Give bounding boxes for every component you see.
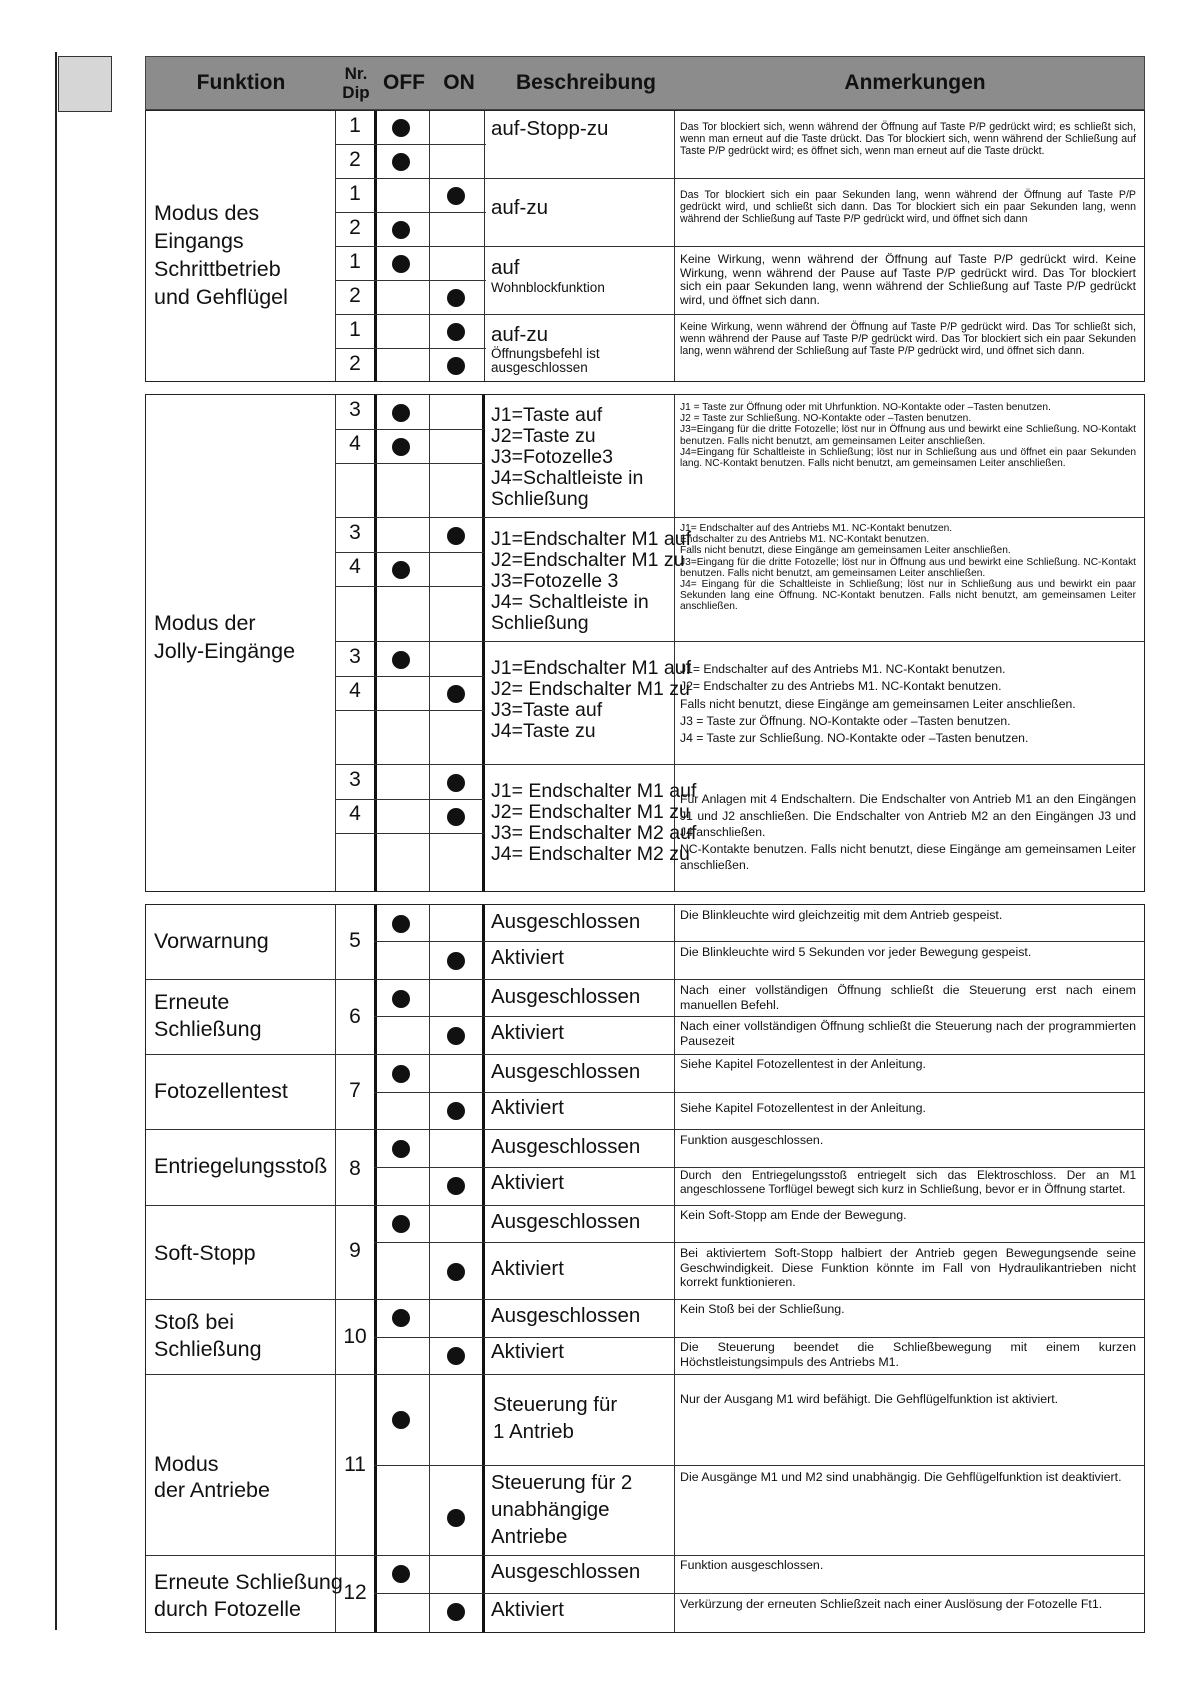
- dip-off-dot: [392, 1309, 410, 1327]
- dip-number: 1: [349, 182, 361, 205]
- section-eingang-schrittbetrieb: [145, 110, 1145, 382]
- dip-on-dot: [447, 1263, 465, 1281]
- note-on: Nach einer vollständigen Öffnung schließt die Steuerung nach der programmierten Pausezeit: [680, 1019, 1136, 1048]
- function-label: Modus der Jolly-Eingänge: [154, 611, 296, 663]
- function-label: Erneute Schließung: [154, 990, 262, 1041]
- dip-number: 4: [349, 802, 361, 825]
- dip-number: 2: [349, 352, 361, 375]
- dip-number: 1: [349, 114, 361, 137]
- dip-on-dot: [447, 1603, 465, 1621]
- description: auf-zu: [491, 323, 548, 346]
- description-sub: Wohnblockfunktion: [491, 280, 605, 295]
- dip-number: 2: [349, 148, 361, 171]
- dip-on-dot: [447, 1102, 465, 1120]
- left-margin-line: [55, 52, 57, 1630]
- dip-off-dot: [392, 651, 410, 669]
- description: J1= Endschalter M1 auf J2= Endschalter M1 zu J3= Endschalter M2 auf J4= Endschalter M2 zu: [491, 780, 697, 865]
- dip-off-dot: [392, 990, 410, 1008]
- dip-number: 4: [349, 432, 361, 455]
- function-label: Modus des Eingangs Schrittbetrieb und Gehflügel: [154, 201, 288, 309]
- note-off: Funktion ausgeschlossen.: [680, 1133, 824, 1147]
- description: auf-zu: [491, 196, 548, 219]
- function-label: Modus der Antriebe: [154, 1452, 270, 1502]
- table-header: [145, 56, 1145, 110]
- dip-on-dot: [447, 1027, 465, 1045]
- dip-off-dot: [392, 1565, 410, 1583]
- header-beschreibung: Beschreibung: [515, 71, 657, 94]
- note-on: Die Steuerung beendet die Schließbewegung mit einem kurzen Höchstleistungsimpuls des Antriebs M1.: [680, 1340, 1136, 1369]
- function-label: Erneute Schließung durch Fotozelle: [154, 1570, 343, 1621]
- dip-number: 12: [343, 1581, 367, 1604]
- description-sub: Öffnungsbefehl ist ausgeschlossen: [491, 346, 600, 375]
- dip-off-dot: [392, 438, 410, 456]
- dip-number: 3: [349, 645, 361, 668]
- description: auf: [491, 256, 520, 279]
- dip-number: 11: [344, 1453, 366, 1476]
- note: Keine Wirkung, wenn während der Öffnung auf Taste P/P gedrückt wird. Das Tor schließt sich, wenn während der Pause auf Taste P/P gedrückt wird. Das Tor blockiert sich ein paar Sekunden lang, wenn während der Schließung auf Taste P/P gedrückt wird, und öffnet sich dann.: [680, 321, 1136, 358]
- section-weitere-funktionen: [145, 904, 1145, 1633]
- description: J1=Endschalter M1 auf J2=Endschalter M1 zu J3=Fotozelle 3 J4= Schaltleiste in Schließung: [491, 528, 691, 634]
- dip-off-dot: [392, 1140, 410, 1158]
- description-off: Ausgeschlossen: [491, 1560, 641, 1583]
- dip-off-dot: [392, 153, 410, 171]
- dip-off-dot: [392, 404, 410, 422]
- description-on: Aktiviert: [491, 1096, 564, 1119]
- dip-number: 10: [343, 1325, 367, 1348]
- dip-on-dot: [447, 527, 465, 545]
- function-label: Soft-Stopp: [154, 1241, 256, 1265]
- description-on: Aktiviert: [491, 1598, 564, 1621]
- dip-off-dot: [392, 255, 410, 273]
- note: J1 = Taste zur Öffnung oder mit Uhrfunktion. NO-Kontakte oder –Tasten benutzen. J2 = Taste zur Schließung. NO-Kontakte oder –Tasten benutzen. J3=Eingang für die dritte Fotozelle; löst nur in Öffnung aus und bewirkt eine Schließung. NO-Kontakt benutzen. Falls nicht benutzt, am gemeinsamen Leiter anschließen. J4=Eingang für Schaltleiste in Schließung; löst nur in Schließung aus und öffnet ein paar Sekunden lang. NC-Kontakt benutzen. Falls nicht benutzt, am gemeinsamen Leiter anschließen.: [680, 402, 1136, 470]
- note: Für Anlagen mit 4 Endschaltern. Die Endschalter von Antrieb M1 an den Eingängen J1 und J2 anschließen. Die Endschalter von Antrieb M2 an den Eingängen J3 und J4 anschließen. NC-Kontakte benutzen. Falls nicht benutzt, diese Eingänge am gemeinsamen Leiter anschließen.: [680, 792, 1136, 872]
- dip-off-dot: [392, 1411, 410, 1429]
- note-on: Durch den Entriegelungsstoß entriegelt sich das Elektroschloss. Der an M1 angeschlossene Torflügel bewegt sich kurz in Schließung, bevor er in Öffnung startet.: [680, 1168, 1136, 1196]
- dip-number: 7: [349, 1079, 361, 1102]
- description-on: Steuerung für 2 unabhängige Antriebe: [491, 1471, 633, 1548]
- note-on: Siehe Kapitel Fotozellentest in der Anleitung.: [680, 1101, 926, 1115]
- description-on: Aktiviert: [491, 1171, 564, 1194]
- section-jolly-eingaenge: [145, 394, 1145, 892]
- dip-on-dot: [447, 774, 465, 792]
- dip-on-dot: [447, 289, 465, 307]
- function-label: Vorwarnung: [154, 929, 269, 953]
- dip-number: 4: [349, 555, 361, 578]
- note-on: Die Ausgänge M1 und M2 sind unabhängig. Die Gehflügelfunktion ist deaktiviert.: [680, 1470, 1122, 1484]
- description: J1=Taste auf J2=Taste zu J3=Fotozelle3 J4=Schaltleiste in Schließung: [491, 404, 644, 510]
- note-on: Die Blinkleuchte wird 5 Sekunden vor jeder Bewegung gespeist.: [680, 945, 1032, 959]
- note-on: Verkürzung der erneuten Schließzeit nach einer Auslösung der Fotozelle Ft1.: [680, 1597, 1103, 1611]
- dip-number: 3: [349, 768, 361, 791]
- dip-number: 1: [349, 250, 361, 273]
- dip-on-dot: [447, 357, 465, 375]
- dip-on-dot: [447, 685, 465, 703]
- note: J1= Endschalter auf des Antriebs M1. NC-Kontakt benutzen. J2= Endschalter zu des Antriebs M1. NC-Kontakt benutzen. Falls nicht benutzt, diese Eingänge am gemeinsamen Leiter anschließen. J3 = Taste zur Öffnung. NO-Kontakte oder –Tasten benutzen. J4 = Taste zur Schließung. NO-Kontakte oder –Tasten benutzen.: [680, 662, 1076, 746]
- dip-number: 2: [349, 284, 361, 307]
- header-off: OFF: [383, 71, 425, 94]
- description-off: Ausgeschlossen: [491, 910, 641, 933]
- dip-on-dot: [447, 187, 465, 205]
- note: Das Tor blockiert sich ein paar Sekunden lang, wenn während der Öffnung auf Taste P/P gedrückt wird, und schließt sich dann. Das Tor blockiert sich ein paar Sekunden lang, wenn während der Schließung auf Taste P/P gedrückt wird, und öffnet sich dann: [680, 189, 1136, 226]
- dip-off-dot: [392, 1215, 410, 1233]
- dip-number: 3: [349, 398, 361, 421]
- description-off: Ausgeschlossen: [491, 1135, 641, 1158]
- dip-off-dot: [392, 221, 410, 239]
- dip-number: 4: [349, 679, 361, 702]
- description-on: Aktiviert: [491, 946, 564, 969]
- function-label: Fotozellentest: [154, 1079, 288, 1103]
- dip-on-dot: [447, 1177, 465, 1195]
- note-off: Siehe Kapitel Fotozellentest in der Anleitung.: [680, 1057, 926, 1071]
- dip-number: 8: [349, 1157, 361, 1180]
- dip-number: 3: [349, 521, 361, 544]
- corner-tab: [58, 56, 112, 112]
- note-off: Die Blinkleuchte wird gleichzeitig mit dem Antrieb gespeist.: [680, 908, 1003, 922]
- header-funktion: Funktion: [196, 71, 286, 94]
- header-anmerkungen: Anmerkungen: [844, 71, 986, 94]
- dip-on-dot: [447, 1347, 465, 1365]
- description-off: Ausgeschlossen: [491, 1210, 641, 1233]
- note-off: Kein Soft-Stopp am Ende der Bewegung.: [680, 1208, 907, 1222]
- header-on: ON: [443, 71, 475, 94]
- dip-number: 1: [349, 318, 361, 341]
- header-nr-dip: [336, 57, 376, 109]
- description-off: Ausgeschlossen: [491, 985, 641, 1008]
- description-on: Aktiviert: [491, 1021, 564, 1044]
- dip-off-dot: [392, 1065, 410, 1083]
- description-off: Ausgeschlossen: [491, 1060, 641, 1083]
- dip-on-dot: [447, 323, 465, 341]
- note-off: Kein Stoß bei der Schließung.: [680, 1302, 845, 1316]
- description: J1=Endschalter M1 auf J2= Endschalter M1 zu J3=Taste auf J4=Taste zu: [491, 657, 691, 742]
- function-label: Stoß bei Schließung: [154, 1310, 262, 1361]
- note-off: Nach einer vollständigen Öffnung schließt die Steuerung erst nach einem manuellen Befehl.: [680, 983, 1136, 1012]
- description-on: Aktiviert: [491, 1257, 564, 1280]
- dip-on-dot: [447, 1509, 465, 1527]
- header-dip: Dip: [342, 83, 370, 102]
- note-on: Bei aktiviertem Soft-Stopp halbiert der Antrieb gegen Bewegungsende seine Geschwindigkeit. Diese Funktion könnte im Fall von Hydraulikantrieben nicht korrekt funktionieren.: [680, 1246, 1136, 1289]
- description-on: Aktiviert: [491, 1340, 564, 1363]
- dip-on-dot: [447, 952, 465, 970]
- function-label: Entriegelungsstoß: [154, 1154, 328, 1178]
- note: Keine Wirkung, wenn während der Öffnung auf Taste P/P gedrückt wird. Keine Wirkung, wenn während der Pause auf Taste P/P gedrückt wird. Das Tor blockiert sich ein paar Sekunden lang, wenn während der Schließung auf Taste P/P gedrückt wird, und öffnet sich dann.: [680, 252, 1136, 307]
- description-off: Steuerung für 1 Antrieb: [493, 1393, 618, 1443]
- dip-off-dot: [392, 561, 410, 579]
- note-off: Nur der Ausgang M1 wird befähigt. Die Gehflügelfunktion ist aktiviert.: [680, 1392, 1059, 1406]
- description-off: Ausgeschlossen: [491, 1304, 641, 1327]
- dip-off-dot: [392, 119, 410, 137]
- note-off: Funktion ausgeschlossen.: [680, 1558, 824, 1572]
- dip-number: 5: [349, 929, 361, 952]
- description: auf-Stopp-zu: [491, 117, 609, 140]
- dip-off-dot: [392, 915, 410, 933]
- dip-on-dot: [447, 808, 465, 826]
- note: Das Tor blockiert sich, wenn während der Öffnung auf Taste P/P gedrückt wird; es schließt sich, wenn man erneut auf die Taste drückt. Das Tor blockiert sich, wenn während der Schließung auf Taste P/P gedrückt wird; es öffnet sich, wenn man erneut auf die Taste drückt.: [680, 121, 1136, 158]
- header-nr: Nr.: [344, 64, 368, 83]
- dip-number: 2: [349, 216, 361, 239]
- note: J1= Endschalter auf des Antriebs M1. NC-Kontakt benutzen. Endschalter zu des Antriebs M1. NC-Kontakt benutzen. Falls nicht benutzt, diese Eingänge am gemeinsamen Leiter anschließen. J3=Eingang für die dritte Fotozelle; löst nur in Öffnung aus und bewirkt eine Schließung. NC-Kontakt benutzen. Falls nicht benutzt, am gemeinsamen Leiter anschließen. J4= Eingang für die Schaltleiste in Schließung; löst nur in Schließung aus und bewirkt ein paar Sekunden lang eine Öffnung. NC-Kontakt benutzen. Falls nicht benutzt, am gemeinsamen Leiter anschließen.: [680, 523, 1136, 613]
- dip-number: 9: [349, 1239, 361, 1262]
- dip-number: 6: [349, 1005, 361, 1028]
